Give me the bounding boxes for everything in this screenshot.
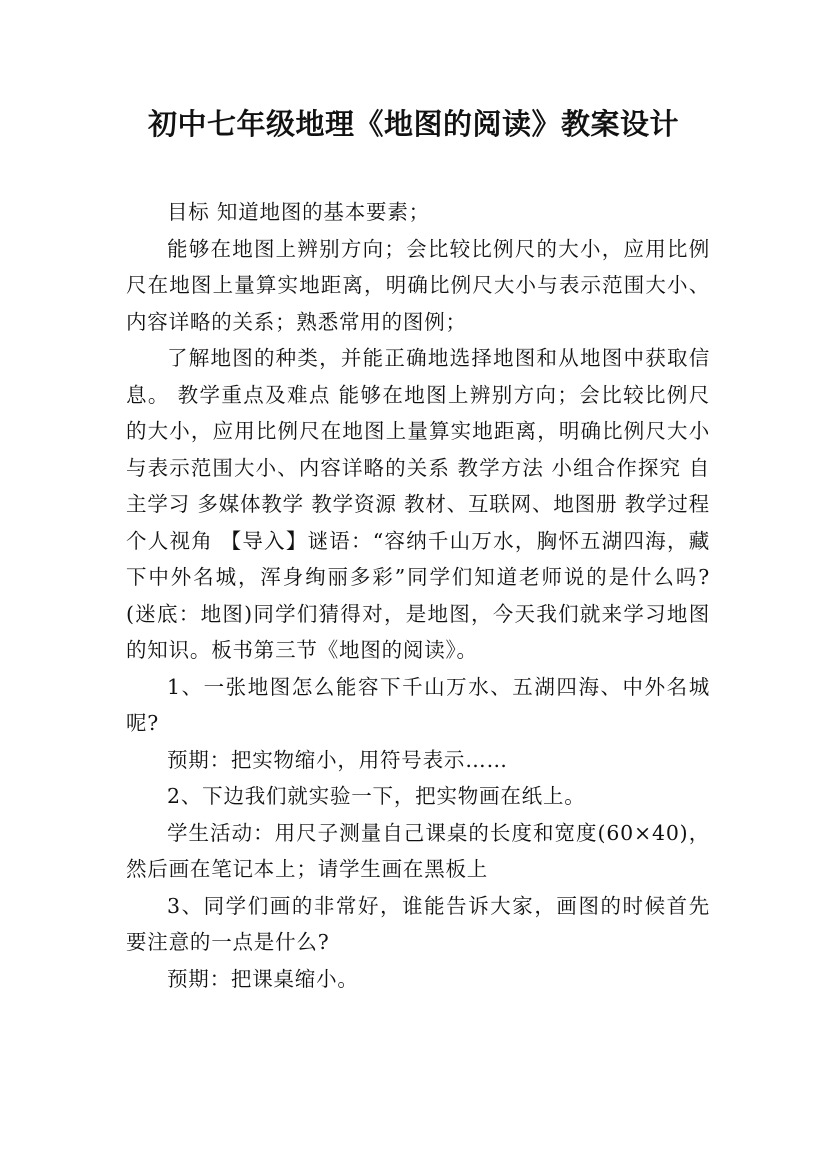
paragraph-direction-scale: 能够在地图上辨别方向；会比较比例尺的大小，应用比例尺在地图上量算实地距离，明确比例尺大小与表示范围大小、内容详略的关系；熟悉常用的图例；: [126, 236, 710, 334]
paragraph-step-2: 2、下边我们就实验一下，把实物画在纸上。: [167, 784, 586, 808]
document-title: 初中七年级地理《地图的阅读》教案设计: [147, 107, 679, 141]
paragraph-student-activity: 学生活动：用尺子测量自己课桌的长度和宽度(60×40)，然后画在笔记本上；请学生画在黑板上: [126, 820, 710, 881]
paragraph-objective: 目标 知道地图的基本要素；: [167, 200, 430, 224]
paragraph-expectation-1: 预期：把实物缩小，用符号表示……: [167, 747, 508, 772]
paragraph-question-3: 3、同学们画的非常好，谁能告诉大家，画图的时候首先要注意的一点是什么?: [126, 893, 710, 954]
paragraph-expectation-2: 预期：把课桌缩小。: [167, 966, 359, 991]
document-body: [126, 194, 710, 997]
paragraph-map-types-intro: 了解地图的种类，并能正确地选择地图和从地图中获取信息。 教学重点及难点 能够在地图上辨别方向；会比较比例尺的大小，应用比例尺在地图上量算实地距离，明确比例尺大小与表示范围大小、内容详略的关系 教学方法 小组合作探究 自主学习 多媒体教学 教学资源 教材、互联网、地图册 教学过程 个人视角 【导入】谜语：“容纳千山万水，胸怀五湖四海，藏下中外名城，浑身绚丽多彩”同学们知道老师说的是什么吗?(迷底：地图)同学们猜得对，是地图，今天我们就来学习地图的知识。板书第三节《地图的阅读》。: [126, 346, 710, 662]
paragraph-question-1: 1、一张地图怎么能容下千山万水、五湖四海、中外名城呢?: [126, 674, 710, 735]
